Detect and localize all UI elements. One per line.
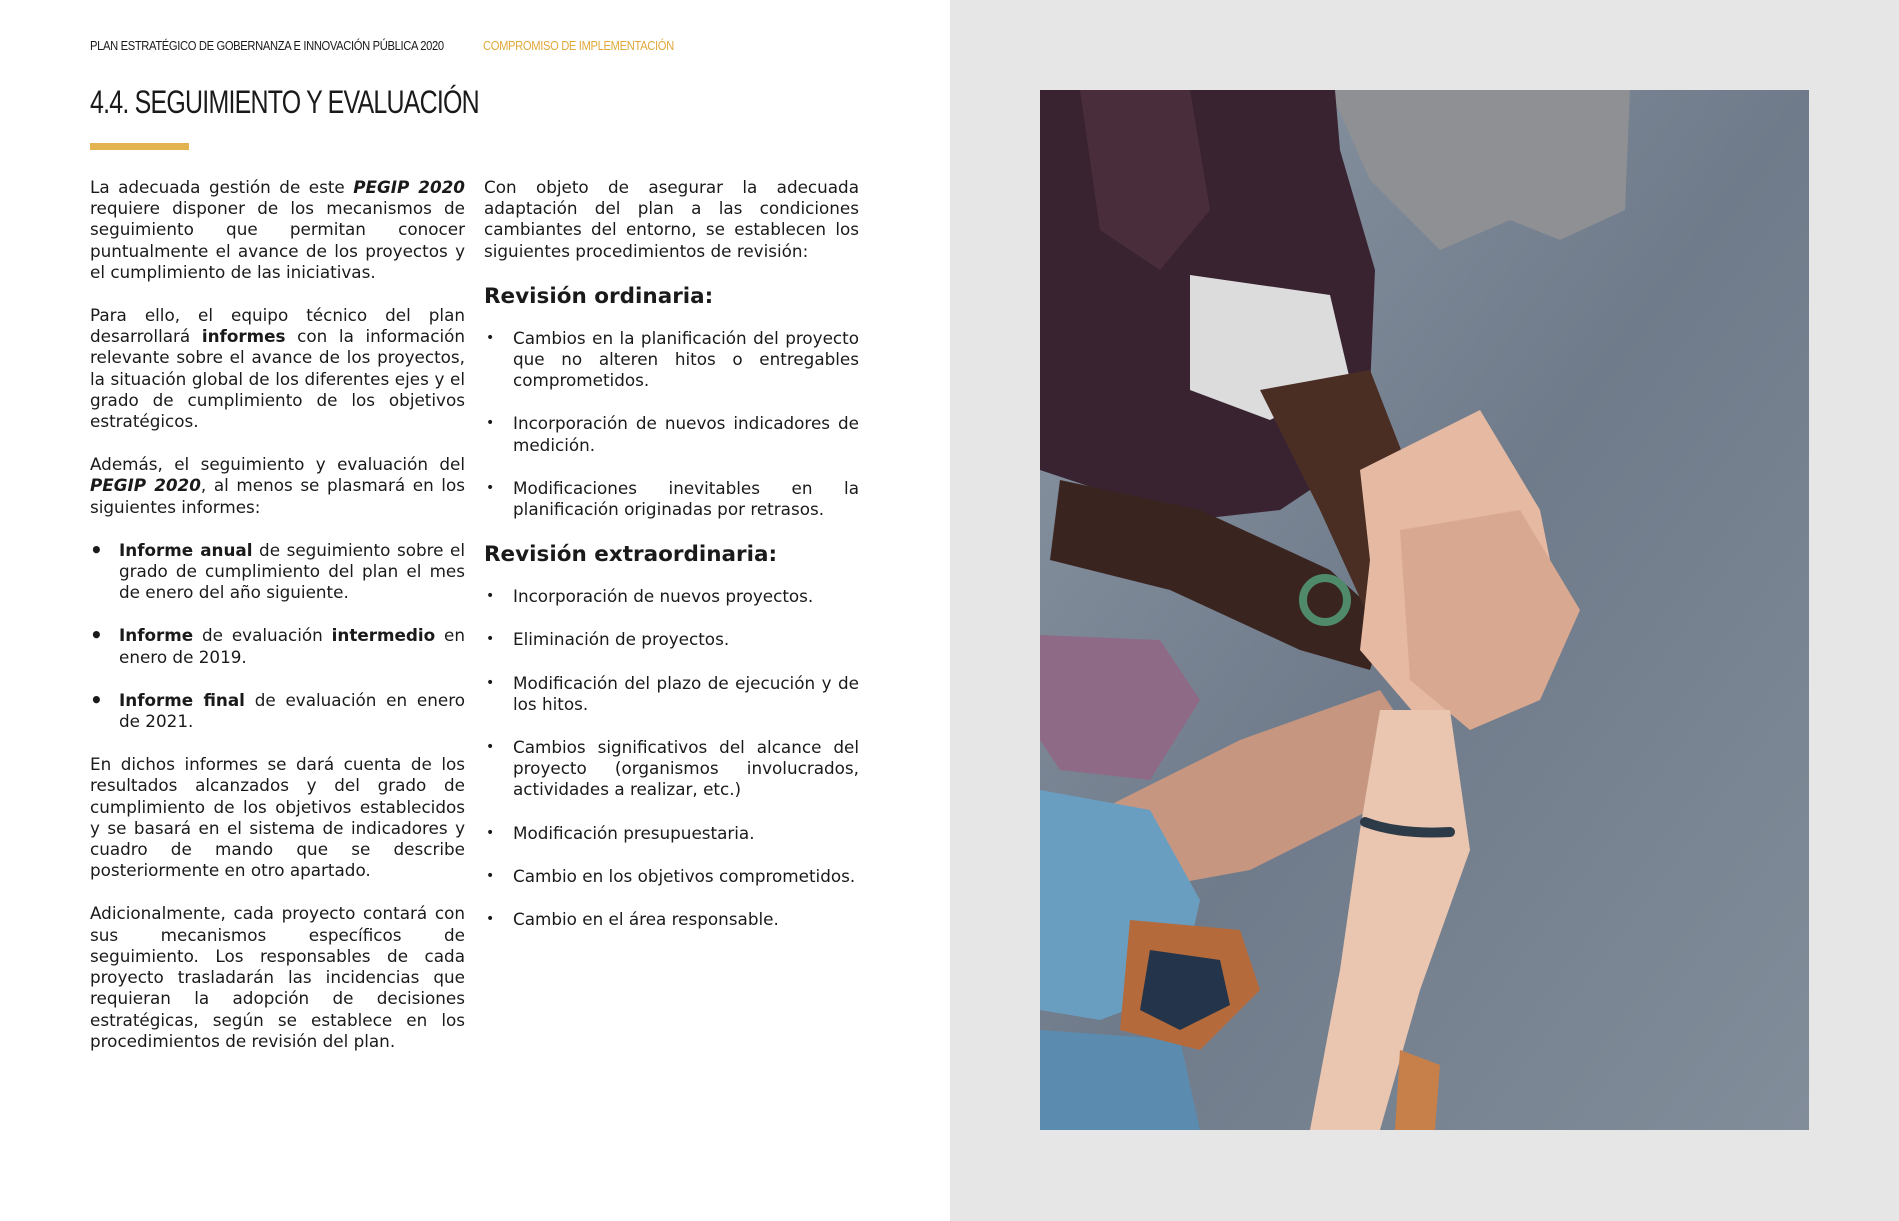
bullet-dot: • <box>486 631 495 648</box>
list-item <box>484 478 859 520</box>
text-run: de seguimiento sobre el grado de cumplimiento del plan el mes de enero del año siguiente. <box>119 539 465 603</box>
photo-illustration <box>1040 90 1809 1130</box>
text-run: La adecuada gestión de este <box>90 177 354 197</box>
list-item <box>90 687 465 732</box>
bullet-dot: • <box>486 911 495 928</box>
running-header-section: COMPROMISO DE IMPLEMENTACIÓN <box>483 38 674 53</box>
list-item-text: Cambio en los objetivos comprometidos. <box>513 865 856 886</box>
text-run-bold: Informe anual <box>119 539 253 560</box>
list-item <box>484 328 859 392</box>
bullet-dot: • <box>486 824 495 841</box>
bullet-dot: • <box>486 867 495 884</box>
middle-text-column <box>484 177 859 952</box>
bullet-dot: • <box>90 537 103 562</box>
running-header-left: PLAN ESTRATÉGICO DE GOBERNANZA E INNOVACIÓN PÚBLICA 2020 <box>90 38 444 53</box>
list-item-text: Cambios significativos del alcance del proyecto (organismos involucrados, actividades a realizar, etc.) <box>513 737 859 800</box>
list-item-text: Cambios en la planificación del proyecto que no alteren hitos o entregables comprometidos. <box>513 327 859 391</box>
denim-jeans <box>1040 1030 1200 1130</box>
list-item-text: Modificación del plazo de ejecución y de los hitos. <box>513 672 859 714</box>
paragraph-mecanismos: Adicionalmente, cada proyecto contará con sus mecanismos específicos de seguimiento. Los responsables de cada proyecto trasladarán las incidencias que requieran la adopción de decisiones estratégicas, según se establece en los procedimientos de revisión del plan. <box>90 903 465 1051</box>
list-item <box>484 866 859 887</box>
list-item <box>484 586 859 607</box>
text-run: en enero de 2019. <box>119 625 465 667</box>
stacked-hands-photo <box>1040 90 1809 1130</box>
report-list <box>90 537 465 732</box>
bullet-dot: • <box>486 674 495 691</box>
bullet-dot: • <box>90 623 103 648</box>
text-run-bold-italic: PEGIP 2020 <box>90 475 201 496</box>
bullet-dot: • <box>486 479 495 496</box>
list-item <box>484 909 859 930</box>
heading-revision-ordinaria: Revisión ordinaria: <box>484 283 714 309</box>
list-item <box>484 673 859 715</box>
text-run: de evaluación <box>193 625 332 646</box>
text-run-bold-italic: PEGIP 2020 <box>353 177 465 197</box>
bullet-dot: • <box>90 687 103 712</box>
text-run: requiere disponer de los mecanismos de seguimiento que permitan conocer puntualmente el avance de los proyectos y el cumplimiento de las iniciativas. <box>90 198 465 282</box>
list-item <box>90 625 465 667</box>
bullet-dot: • <box>486 588 495 605</box>
list-item <box>484 737 859 801</box>
text-run: de evaluación en enero de 2021. <box>119 689 465 732</box>
heading-revision-extraordinaria: Revisión extraordinaria: <box>484 542 778 568</box>
bullet-dot: • <box>486 739 495 756</box>
paragraph-seguimiento <box>90 454 465 518</box>
ordinary-revision-list <box>484 328 859 520</box>
list-item <box>484 413 859 455</box>
left-text-column <box>90 177 465 1074</box>
paragraph-resultados: En dichos informes se dará cuenta de los resultados alcanzados y del grado de cumplimiento de los objetivos establecidos y se basará en el sistema de indicadores y cuadro de mando que se describe posteriormente en otro apartado. <box>90 754 465 881</box>
list-item-text: Modificación presupuestaria. <box>513 822 755 843</box>
list-item-text: Incorporación de nuevos indicadores de medición. <box>513 413 859 455</box>
text-run: , al menos se plasmará en los siguientes informes: <box>90 475 465 517</box>
section-title: 4.4. SEGUIMIENTO Y EVALUACIÓN <box>90 84 479 120</box>
text-run-bold: informes <box>201 326 286 347</box>
title-underline-accent <box>90 143 189 150</box>
paragraph-intro <box>90 177 465 283</box>
extraordinary-revision-list <box>484 586 859 930</box>
paragraph-informes <box>90 305 465 432</box>
text-run-bold: Informe final <box>119 689 245 710</box>
list-item <box>90 537 465 604</box>
list-item-text: Incorporación de nuevos proyectos. <box>513 586 814 607</box>
bullet-dot: • <box>486 329 495 346</box>
text-run-bold: intermedio <box>331 625 436 646</box>
text-run-bold: Informe <box>119 625 194 646</box>
list-item-text: Cambio en el área responsable. <box>513 909 779 930</box>
list-item-text: Modificaciones inevitables en la planificación originadas por retrasos. <box>513 477 859 520</box>
text-run: con la información relevante sobre el avance de los proyectos, la situación global de los diferentes ejes y el grado de cumplimiento de los objetivos estratégicos. <box>90 326 466 432</box>
text-run: Además, el seguimiento y evaluación del <box>90 454 465 475</box>
list-item <box>484 823 859 844</box>
list-item-text: Eliminación de proyectos. <box>513 629 730 650</box>
bullet-dot: • <box>486 415 495 432</box>
text-run: Para ello, el equipo técnico del plan desarrollará <box>90 305 465 347</box>
list-item <box>484 629 859 650</box>
paragraph-revision-intro: Con objeto de asegurar la adecuada adaptación del plan a las condiciones cambiantes del entorno, se establecen los siguientes procedimientos de revisión: <box>484 177 859 261</box>
